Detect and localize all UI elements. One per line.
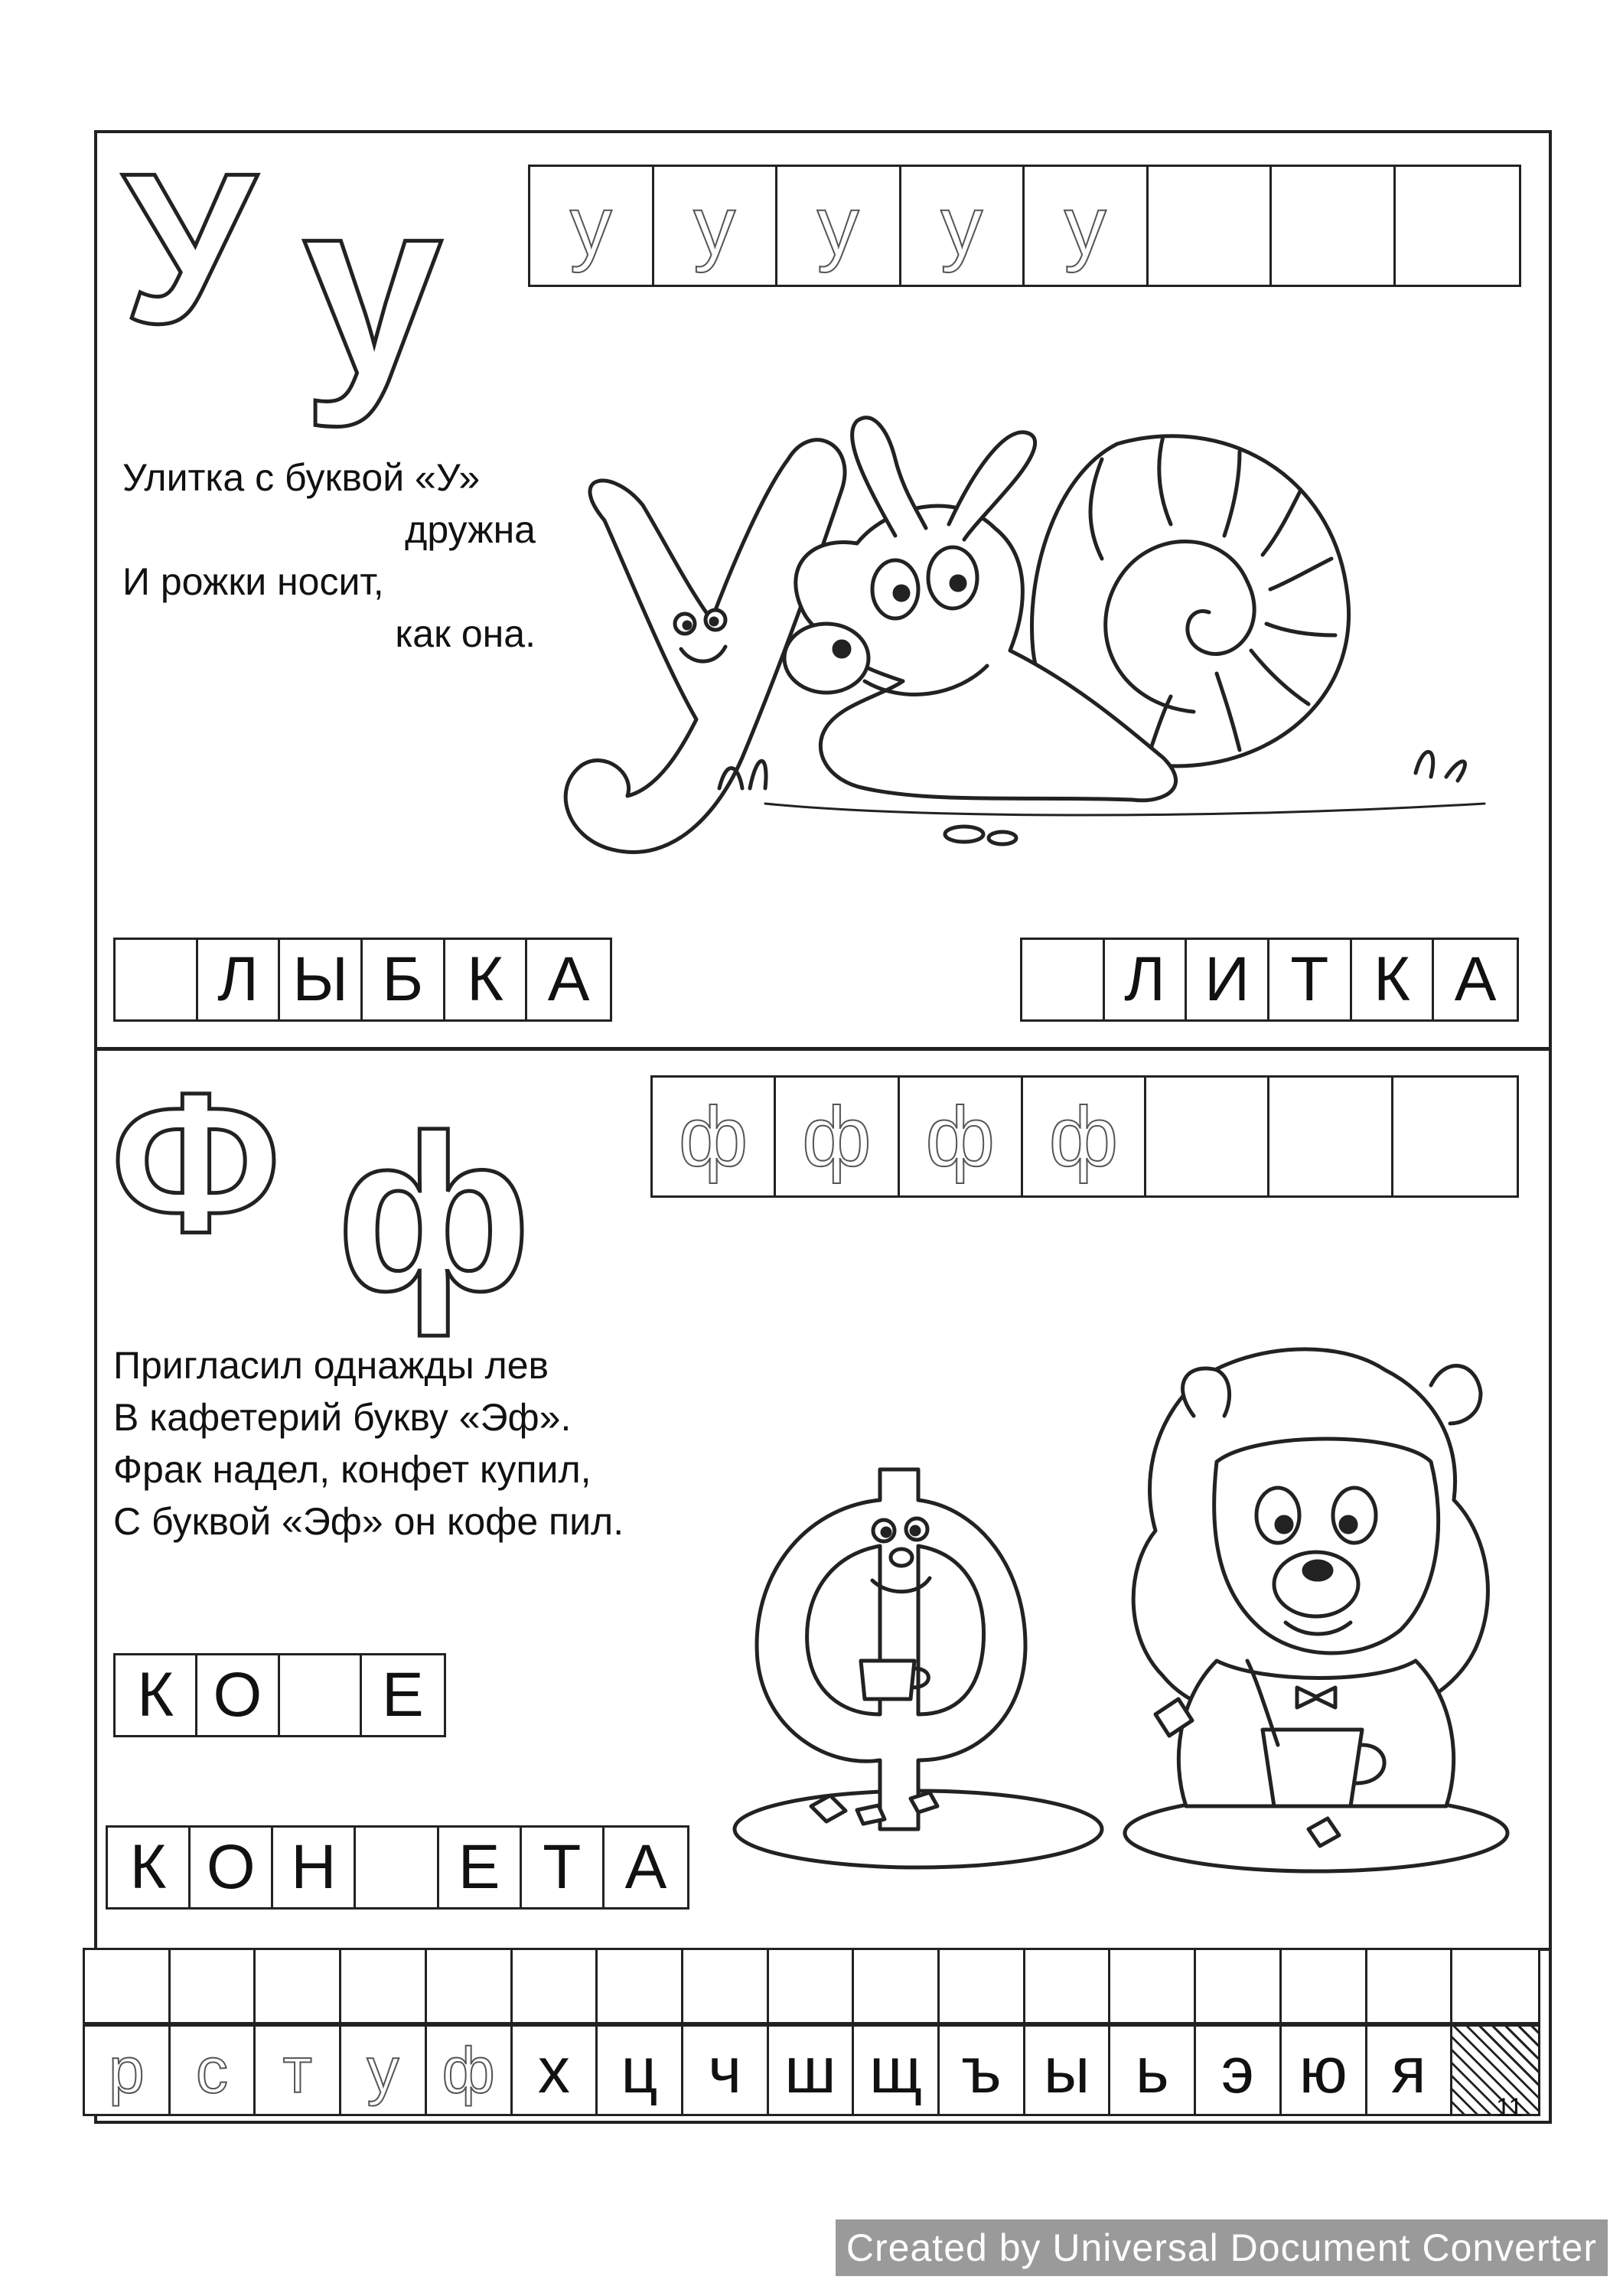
u-word2-letter-cell: Т [1269,940,1352,1019]
alphabet-blank-cell [513,1950,598,2022]
alphabet-blank-cell [427,1950,513,2022]
alphabet-letter: э [1196,2027,1282,2114]
f-trace-cell: ф [653,1078,776,1195]
alphabet-traced-letter: с [171,2027,256,2114]
alphabet-letter: ю [1282,2027,1367,2114]
section-divider [94,1047,1552,1051]
alphabet-blank-cell [341,1950,427,2022]
alphabet-letter: ь [1110,2027,1196,2114]
big-letter-f-lower: ф [337,1089,531,1337]
alphabet-letter: ч [683,2027,769,2114]
u-word2-letter-cell: Л [1105,940,1188,1019]
u-word2-letter-cell: И [1187,940,1269,1019]
u-word2-letter-cell [1022,940,1105,1019]
alphabet-blank-cell [598,1950,683,2022]
f-word1-row [113,1653,446,1737]
alphabet-letter: ц [598,2027,683,2114]
alphabet-traced-letter: у [341,2027,427,2114]
f-trace-cell: ф [776,1078,899,1195]
f-word1-letter-cell: О [197,1655,279,1735]
f-poem [113,1339,748,1548]
alphabet-empty-row [83,1948,1540,2024]
alphabet-blank-cell [171,1950,256,2022]
u-trace-cell: у [530,167,654,285]
u-trace-cell [1396,167,1520,285]
alphabet-letter: я [1367,2027,1453,2114]
u-poem-line-1: Улитка с буквой «У» [122,456,481,499]
alphabet-blank-cell [1282,1950,1367,2022]
u-word2-row [1020,938,1519,1022]
f-word2-letter-cell: Н [273,1828,356,1907]
f-trace-cell: ф [1023,1078,1146,1195]
f-word1-letter-cell: Е [382,1660,424,1730]
f-trace-row [650,1075,1519,1198]
alphabet-blank-cell [1025,1950,1111,2022]
u-word2-letter-cell: К [1352,940,1435,1019]
u-word1-letter-cell: К [445,940,528,1019]
big-letter-u-upper: У [122,129,256,368]
alphabet-traced-letter: р [85,2027,171,2114]
snail-illustration [536,360,1530,895]
f-word2-letter-cell [356,1828,438,1907]
alphabet-traced-letter: т [256,2027,341,2114]
alphabet-blank-cell [769,1950,855,2022]
alphabet-blank-cell [1367,1950,1453,2022]
u-poem-line-4: как она. [395,612,536,655]
u-trace-cell: у [654,167,778,285]
f-poem-line-4: С буквой «Эф» он кофе пил. [113,1500,624,1543]
lion-illustration [727,1301,1515,1883]
f-word2-letter-cell: К [108,1828,191,1907]
u-word1-letter-cell: Б [363,940,445,1019]
alphabet-letter: ш [769,2027,855,2114]
converter-watermark: Created by Universal Document Converter [836,2219,1608,2276]
u-word1-row [113,938,612,1022]
alphabet-blank-cell [85,1950,171,2022]
f-word1-letter-cell [280,1655,362,1735]
big-letter-u-lower: у [302,145,443,428]
f-word1-letter-cell: К [116,1655,197,1735]
alphabet-traced-letter: ф [427,2027,513,2114]
alphabet-blank-cell [1452,1950,1538,2022]
f-trace-cell [1146,1078,1269,1195]
f-word2-letter-cell: Е [439,1828,522,1907]
u-word1-letter-cell: А [547,944,590,1014]
alphabet-letter: х [513,2027,598,2114]
f-word2-letter-cell: О [191,1828,273,1907]
big-letter-f-upper: Ф [111,1052,281,1274]
f-poem-line-2: В кафетерий букву «Эф». [113,1396,572,1439]
f-word2-letter-cell: Т [522,1828,605,1907]
u-word1-letter-cell [116,940,198,1019]
u-trace-cell: у [901,167,1025,285]
f-word2-row [106,1825,689,1910]
alphabet-blank-cell [854,1950,940,2022]
alphabet-letter: ъ [940,2027,1025,2114]
alphabet-letter: ы [1025,2027,1111,2114]
f-trace-cell [1269,1078,1393,1195]
f-word2-letter-cell: А [624,1832,667,1902]
alphabet-blank-cell [940,1950,1025,2022]
alphabet-blank-cell [1110,1950,1196,2022]
alphabet-letter: щ [854,2027,940,2114]
u-word2-letter-cell: А [1454,944,1497,1014]
alphabet-blank-cell [683,1950,769,2022]
alphabet-blank-cell [256,1950,341,2022]
u-trace-cell: у [1025,167,1149,285]
page-number: 11 [1496,2093,1524,2122]
u-poem-line-2: дружна [405,508,536,551]
u-poem-line-3: И рожки носит, [122,560,384,603]
u-trace-cell: у [777,167,901,285]
f-poem-line-3: Фрак надел, конфет купил, [113,1448,592,1491]
alphabet-blank-cell [1196,1950,1282,2022]
u-word1-letter-cell: Ы [280,940,363,1019]
f-trace-cell [1393,1078,1517,1195]
u-trace-row [528,165,1521,287]
u-poem [122,452,536,660]
f-trace-cell: ф [900,1078,1023,1195]
alphabet-letters-row [83,2024,1540,2116]
u-trace-cell [1272,167,1396,285]
f-poem-line-1: Пригласил однажды лев [113,1344,549,1387]
u-word1-letter-cell: Л [198,940,281,1019]
u-trace-cell [1149,167,1273,285]
